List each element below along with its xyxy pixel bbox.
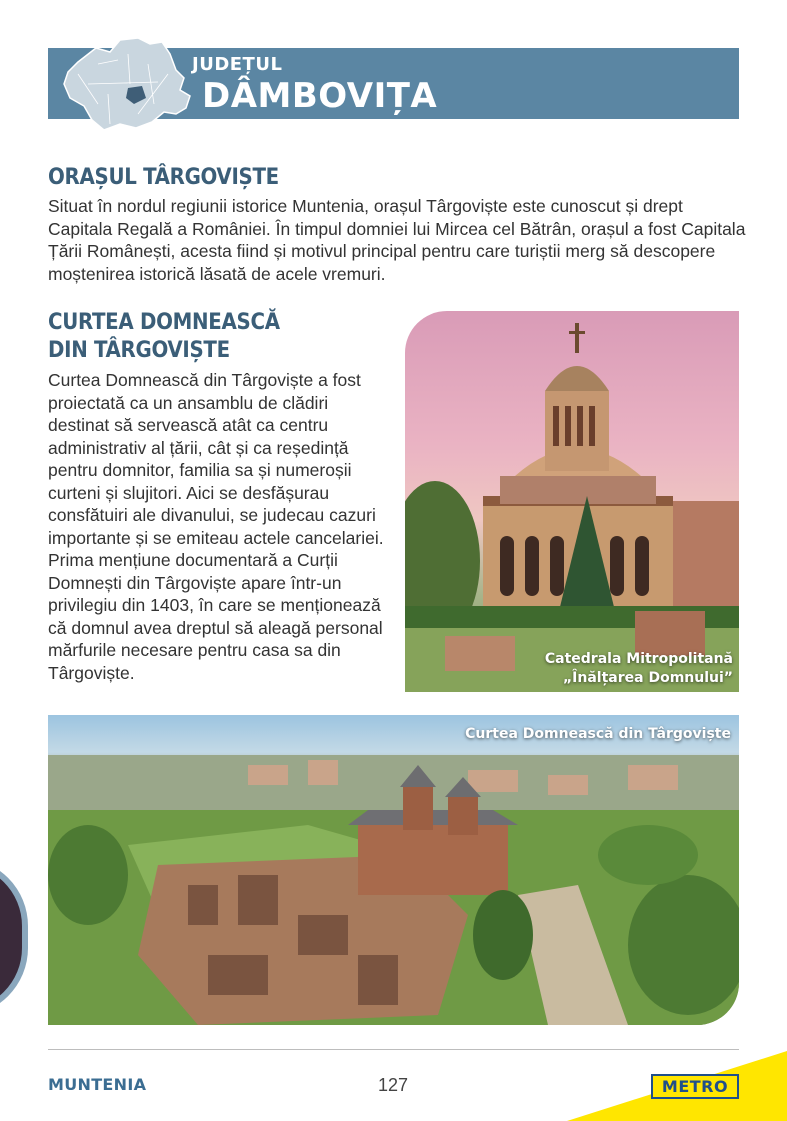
section-text-curte: Curtea Domnească din Târgoviște a fost proiectată ca un ansamblu de clădiri destinat să servească atât ca centru administrativ al țării, cât și ca reședință pentru domnitor, familia sa și numeroșii curteni și slujitori. Aici se desfășurau consfătuiri ale divanului, se judecau cazuri importante și se emiteau actele cancelariei. Prima mențiune documentară a Curții Domnești din Târgoviște apare într-un privilegiu din 1403, în care se menționează că domnul avea dreptul să aleagă personal mărfurile necesare pentru casa sa din Târgoviște.	[48, 370, 384, 683]
left-edge-photo-decoration	[0, 858, 28, 1016]
metro-logo	[651, 1074, 739, 1099]
cathedral-caption-line2: „Înălțarea Domnului”	[562, 670, 733, 686]
section-title-oras: ORAȘUL TÂRGOVIȘTE	[48, 165, 279, 190]
court-caption: Curtea Domnească din Târgoviște	[465, 726, 731, 742]
banner-county-name: DÂMBOVIȚA	[202, 76, 438, 116]
romania-map-icon	[58, 34, 198, 134]
page-number: 127	[378, 1075, 409, 1095]
section-title-curte-line2: DIN TÂRGOVIȘTE	[48, 338, 230, 363]
court-aerial-photo	[48, 715, 739, 1025]
section-title-curte-line1: CURTEA DOMNEASCĂ	[48, 310, 280, 335]
footer-divider	[48, 1049, 739, 1050]
footer-region-label: MUNTENIA	[48, 1075, 147, 1094]
section-title-curte	[48, 309, 348, 365]
section-text-oras: Situat în nordul regiunii istorice Muntenia, orașul Târgoviște este cunoscut și drept Capitala Regală a României. În timpul domniei lui Mircea cel Bătrân, orașul a fost Capitala Țării Românești, acesta fiind și motivul principal pentru care turiștii merg să descopere moștenirea istorică lăsată de acele vremuri.	[48, 196, 746, 284]
cathedral-caption	[545, 650, 733, 688]
metro-logo-text: METRO	[661, 1077, 729, 1096]
cathedral-caption-line1: Catedrala Mitropolitană	[544, 651, 733, 667]
cathedral-photo	[405, 311, 739, 692]
banner-county-label: JUDEȚUL	[192, 54, 283, 75]
